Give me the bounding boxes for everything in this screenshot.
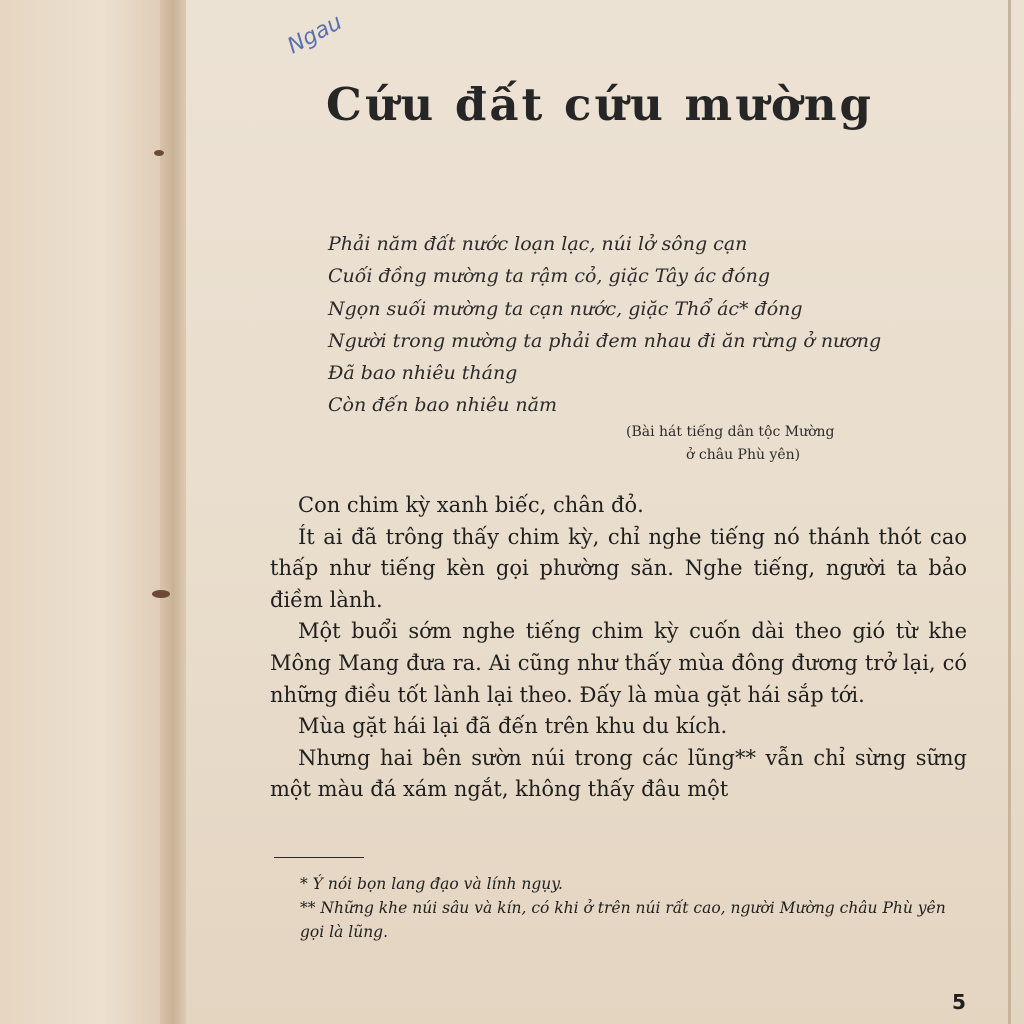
poem-source-line: ở châu Phù yên) — [686, 447, 801, 463]
left-page — [0, 0, 172, 1024]
paragraph: Nhưng hai bên sườn núi trong các lũng** vẫn chỉ sừng sững một màu đá xám ngắt, không thấy đâu một — [270, 745, 967, 802]
poem-line: Phải năm đất nước loạn lạc, núi lở sông cạn — [328, 233, 748, 255]
footnote: * Ý nói bọn lang đạo và lính ngụy. — [300, 875, 563, 893]
paragraph: Mùa gặt hái lại đã đến trên khu du kích. — [298, 714, 728, 739]
poem-source-line: (Bài hát tiếng dân tộc Mường — [626, 424, 835, 440]
poem-line: Đã bao nhiêu tháng — [328, 362, 518, 385]
page-edge — [1008, 0, 1011, 1024]
poem-epigraph — [328, 228, 881, 422]
paragraph: Con chim kỳ xanh biếc, chân đỏ. — [298, 493, 644, 517]
footnote-divider — [274, 857, 364, 858]
paper-tear-mark — [152, 590, 170, 598]
poem-source — [626, 421, 835, 467]
paragraph: Ít ai đã trông thấy chim kỳ, chỉ nghe tiếng nó thánh thót cao thấp như tiếng kèn gọi phường săn. Nghe tiếng, người ta bảo điềm lành. — [270, 524, 967, 612]
paragraph: Một buổi sớm nghe tiếng chim kỳ cuốn dài theo gió từ khe Mông Mang đưa ra. Ai cũng như thấy mùa đông đương trở lại, có những điều tốt lành lại theo. Đấy là mùa gặt hái sắp tới. — [270, 619, 967, 707]
poem-line: Còn đến bao nhiêu năm — [328, 394, 558, 417]
paper-tear-mark — [154, 150, 164, 156]
footnotes — [276, 872, 972, 944]
poem-line: Ngọn suối mường ta cạn nước, giặc Thổ ác* đóng — [328, 297, 803, 320]
footnote: ** Những khe núi sâu và kín, có khi ở trên núi rất cao, người Mường châu Phù yên gọi là lũng. — [300, 899, 946, 941]
page-number: 5 — [952, 990, 966, 1014]
handwritten-note: Ngau — [283, 9, 347, 60]
body-text — [270, 490, 967, 806]
poem-line: Người trong mường ta phải đem nhau đi ăn rừng ở nương — [328, 329, 882, 352]
poem-line: Cuối đồng mường ta rậm cỏ, giặc Tây ác đóng — [328, 265, 771, 288]
page-title: Cứu đất cứu mường — [326, 78, 875, 131]
